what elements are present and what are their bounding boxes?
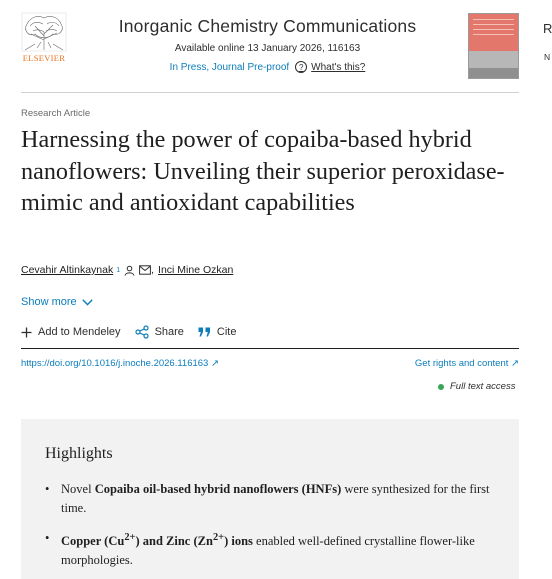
header-divider xyxy=(21,92,519,93)
access-label: Full text access xyxy=(450,381,516,392)
highlight-suffix: enabled well-defined crystalline flower-like morphologies. xyxy=(61,534,475,567)
share-icon xyxy=(135,325,149,339)
show-more-label: Show more xyxy=(21,296,77,308)
in-press-link[interactable]: In Press, Journal Pre-proof xyxy=(169,61,290,73)
publisher-name: ELSEVIER xyxy=(22,53,66,63)
highlight-sup: 2+ xyxy=(212,532,225,543)
whats-this-link[interactable] xyxy=(295,61,365,73)
highlights-section xyxy=(21,419,519,579)
highlight-bold: Copaiba oil-based hybrid nanoflowers (HNFs) xyxy=(94,482,342,496)
author-separator: , xyxy=(151,264,155,276)
external-link-icon: ↗ xyxy=(210,358,219,369)
highlight-suffix: were synthesized for the first time. xyxy=(61,482,490,515)
whats-this-label: What's this? xyxy=(311,61,366,73)
bullet: • xyxy=(45,482,50,496)
doi-link[interactable] xyxy=(21,358,219,369)
person-icon[interactable] xyxy=(124,265,135,276)
show-more-button[interactable] xyxy=(21,296,93,308)
add-to-mendeley-label: Add to Mendeley xyxy=(38,326,121,338)
article-title: Harnessing the power of copaiba-based hybrid nanoflowers: Unveiling their superior peroxidase-mimic and antioxidant capabilities xyxy=(21,126,505,216)
access-dot-icon xyxy=(438,384,444,390)
author-list xyxy=(21,264,233,276)
external-link-icon: ↗ xyxy=(511,358,519,369)
cover-footer-band xyxy=(469,68,518,78)
highlight-bold: ) ions xyxy=(224,534,253,549)
share-button[interactable] xyxy=(135,325,184,339)
cover-line xyxy=(473,29,514,30)
plus-icon xyxy=(21,327,32,338)
highlights-title: Highlights xyxy=(45,445,113,462)
journal-header xyxy=(90,16,445,73)
available-online: Available online 13 January 2026, 116163 xyxy=(174,43,361,54)
cover-line xyxy=(473,19,514,20)
quote-icon xyxy=(198,327,211,337)
cover-line xyxy=(473,34,514,35)
actions-divider xyxy=(21,348,519,349)
highlight-item xyxy=(45,529,495,569)
highlight-text xyxy=(61,529,495,569)
elsevier-tree-icon xyxy=(21,12,67,52)
add-to-mendeley-button[interactable] xyxy=(21,326,121,338)
question-mark-icon: ? xyxy=(295,61,307,73)
status-row xyxy=(90,61,445,73)
side-panel-letter: R xyxy=(543,21,552,36)
chevron-down-icon xyxy=(82,299,93,306)
cite-button[interactable] xyxy=(198,326,237,338)
bullet: • xyxy=(45,531,50,545)
share-label: Share xyxy=(154,326,184,338)
author-link[interactable]: Cevahir Altinkaynak xyxy=(21,264,114,276)
cover-title-band xyxy=(469,14,518,51)
highlight-sup: 2+ xyxy=(124,532,136,543)
highlight-prefix: Novel xyxy=(61,482,95,496)
highlight-bold: ) and Zinc (Zn xyxy=(135,534,213,549)
author-link[interactable]: Inci Mine Ozkan xyxy=(158,264,234,276)
article-actions xyxy=(21,325,250,339)
highlight-item xyxy=(45,480,495,517)
get-rights-link[interactable] xyxy=(408,358,519,369)
author-affiliation-sup[interactable]: 1 xyxy=(116,266,121,274)
cover-line xyxy=(473,24,514,25)
mail-icon[interactable] xyxy=(139,265,151,275)
highlight-text xyxy=(61,480,495,517)
highlight-bold: Copper (Cu xyxy=(61,534,125,549)
access-indicator xyxy=(438,381,515,392)
article-type: Research Article xyxy=(21,108,91,119)
journal-title[interactable]: Inorganic Chemistry Communications xyxy=(118,16,417,36)
side-panel-letter: N xyxy=(544,52,551,62)
get-rights-label: Get rights and content xyxy=(414,358,509,369)
elsevier-logo[interactable] xyxy=(21,12,67,64)
doi-label: https://doi.org/10.1016/j.inoche.2026.116163 xyxy=(21,358,209,369)
cite-label: Cite xyxy=(216,326,237,338)
journal-cover-image[interactable] xyxy=(468,13,519,79)
